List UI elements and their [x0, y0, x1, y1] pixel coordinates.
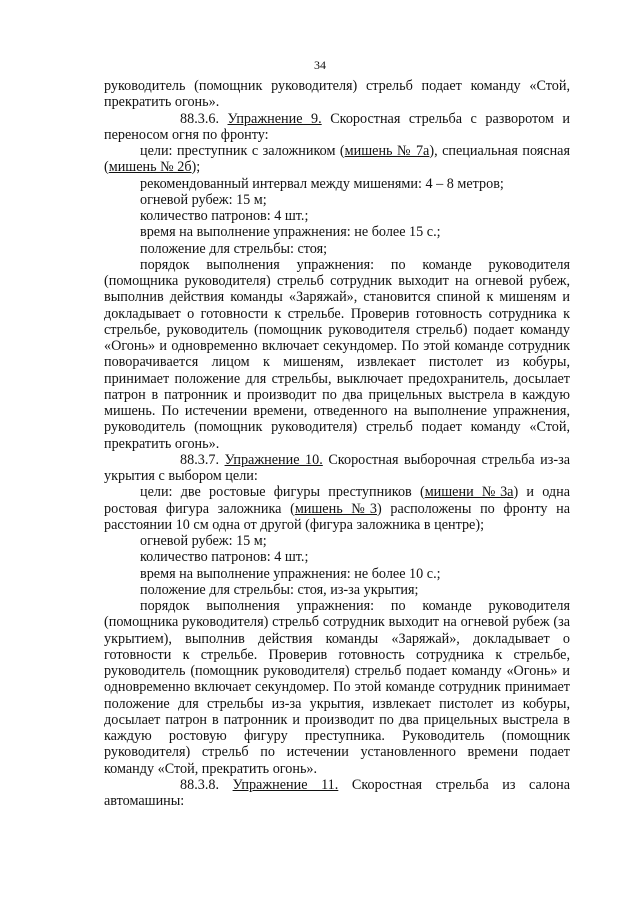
- paragraph: [104, 192, 570, 208]
- paragraph: [104, 533, 570, 549]
- paragraph-text: количество патронов: 4 шт.;: [140, 208, 309, 224]
- paragraph-text: время на выполнение упражнения: не более 15 с.;: [140, 224, 441, 241]
- paragraph-text: время на выполнение упражнения: не более 10 с.;: [140, 565, 441, 582]
- exercise-heading: [104, 777, 570, 810]
- paragraph: [104, 143, 570, 176]
- paragraph-text: огневой рубеж: 15 м;: [140, 191, 267, 208]
- underlined-reference: мишени №3а: [424, 484, 514, 501]
- paragraph: [104, 257, 570, 452]
- paragraph-text: огневой рубеж: 15 м;: [140, 533, 267, 549]
- paragraph-text: количество патронов: 4 шт.;: [140, 549, 309, 566]
- paragraph: [104, 241, 570, 257]
- paragraph: [104, 484, 570, 533]
- underlined-reference: мишень № 7а: [344, 143, 430, 159]
- paragraph-text: 88.3.7.: [180, 451, 225, 468]
- underlined-reference: Упражнение 10.: [224, 451, 323, 468]
- underlined-reference: Упражнение 9.: [227, 110, 322, 127]
- paragraph-text: );: [191, 159, 201, 176]
- paragraph-text: ) расположены по фронту на расстоянии 10 см одна от другой (фигура заложника в центре);: [104, 500, 570, 533]
- paragraph-text: положение для стрельбы: стоя;: [140, 240, 328, 257]
- exercise-heading: [104, 452, 570, 485]
- paragraph: [104, 224, 570, 240]
- underlined-reference: Упражнение 11.: [232, 776, 339, 793]
- paragraph-text: цели: преступник с заложником (: [140, 143, 345, 159]
- paragraph-text: порядок выполнения упражнения: по команде руководителя (помощника руководителя) стрельб сотрудник выходит на огневой рубеж, выполнив действия команды «Заряжай», становится спиной к мишеням и докладывает о готовности к стрельбе. Проверив готовность сотрудника к стрельбе, руководитель (помощник руководителя стрельб) подает команду «Огонь» и одновременно включает секундомер. По этой команде сотрудник поворачивается лицом к мишеням, извлекает пистолет из кобуры, принимает положение для стрельбы, выключает предохранитель, досылает патрон в патронник и производит по два прицельных выстрела в каждую мишень. По истечении времени, отведенного на выполнение упражнения, руководитель (помощник руководителя) стрельб подает команду «Стой, прекратить огонь».: [104, 256, 570, 452]
- paragraph-text: рекомендованный интервал между мишенями: 4 – 8 метров;: [140, 175, 504, 192]
- paragraph-text: Скоростная стрельба из салона автомашины:: [104, 776, 571, 809]
- paragraph: [104, 176, 570, 192]
- paragraph-text: ), специальная поясная (: [104, 143, 571, 176]
- underlined-reference: мишень № 2б: [108, 159, 192, 176]
- paragraph-text: Скоростная выборочная стрельба из-за укрытия с выбором цели:: [104, 451, 570, 484]
- paragraph: [104, 549, 570, 565]
- paragraph-text: 88.3.6.: [180, 110, 228, 127]
- paragraph-text: руководитель (помощник руководителя) стрельб подает команду «Стой, прекратить огонь».: [104, 78, 570, 111]
- paragraph: [104, 208, 570, 224]
- paragraph-text: ) и одна ростовая фигура заложника (: [104, 484, 570, 517]
- paragraph-text: цели: две ростовые фигуры преступников (: [140, 484, 425, 501]
- paragraph: [104, 78, 570, 111]
- exercise-heading: [104, 111, 570, 144]
- paragraph: [104, 566, 570, 582]
- paragraph-text: 88.3.8.: [180, 776, 233, 793]
- paragraph-text: Скоростная стрельба с разворотом и переносом огня по фронту:: [104, 110, 570, 143]
- underlined-reference: мишень №3: [294, 500, 378, 517]
- document-body: [104, 78, 570, 809]
- paragraph-text: порядок выполнения упражнения: по команде руководителя (помощника руководителя) стрельб сотрудник выходит на огневой рубеж (за укрытием), выполнив действия команды «Заряжай», докладывает о готовности к стрельбе. Проверив готовность сотрудника к стрельбе, руководитель (помощник руководителя) стрельб подает команду «Огонь» и одновременно включает секундомер. По этой команде сотрудник принимает положение для стрельбы из-за укрытия, извлекает пистолет из кобуры, досылает патрон в патронник и производит по два прицельных выстрела в каждую ростовую фигуру преступника. Руководитель (помощник руководителя) стрельб по истечении установленного времени подает команду «Стой, прекратить огонь».: [104, 598, 570, 777]
- paragraph: [104, 582, 570, 598]
- paragraph-text: положение для стрельбы: стоя, из-за укрытия;: [140, 581, 419, 598]
- paragraph: [104, 598, 570, 777]
- page-number: 34: [314, 58, 326, 72]
